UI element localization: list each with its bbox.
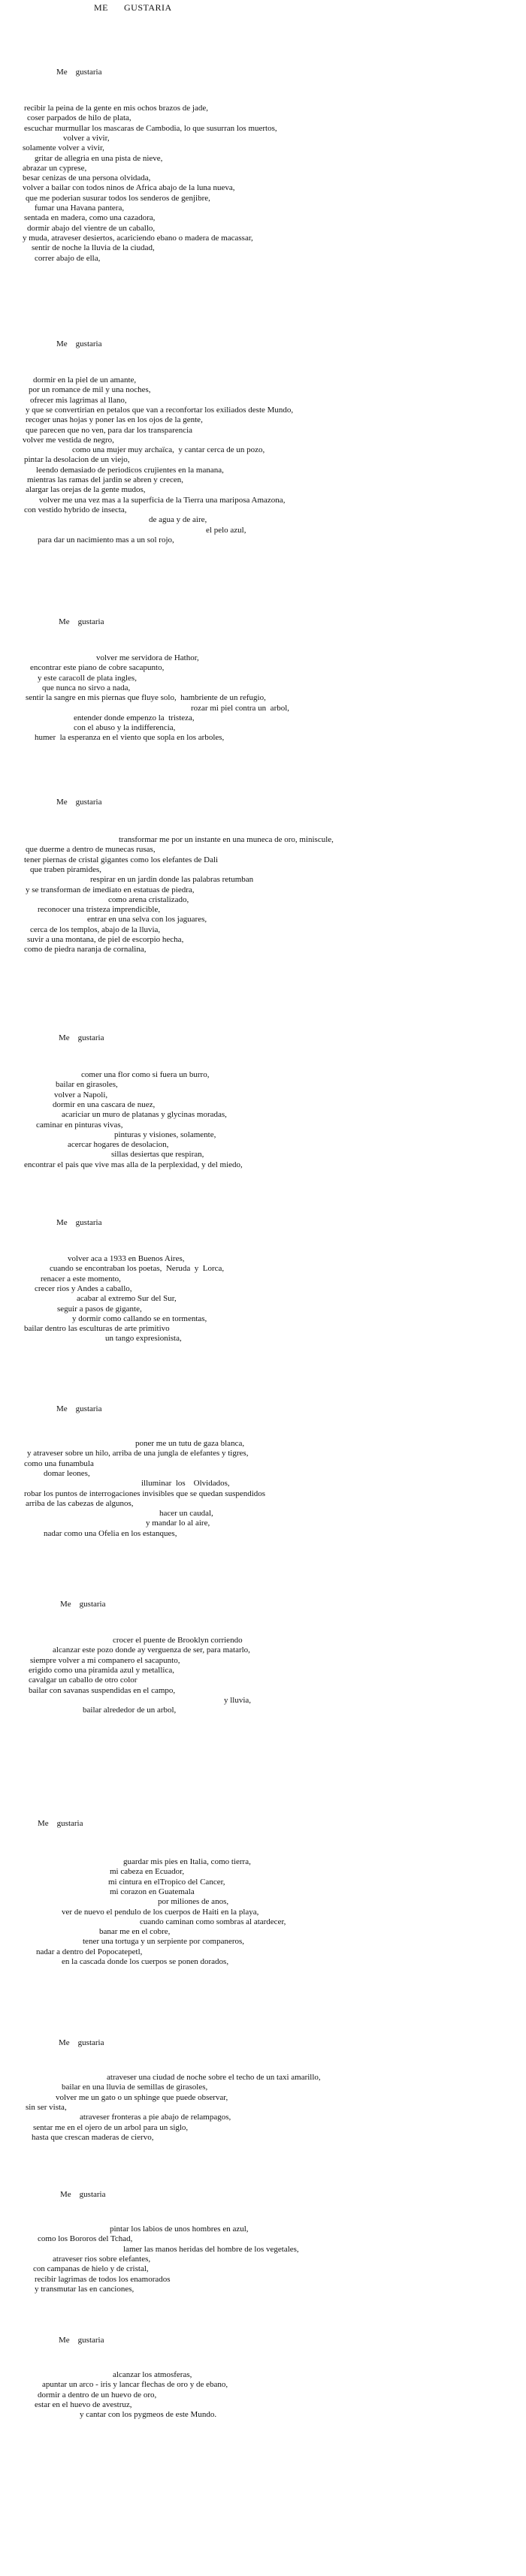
poem-line: tener piernas de cristal gigantes como los elefantes de Dali xyxy=(24,855,219,864)
poem-line: encontrar el pais que vive mas alla de la perplexidad, y del miedo, xyxy=(24,1160,243,1169)
poem-line: volver me vestida de negro, xyxy=(23,436,114,445)
poem-line: y dormir como callando se en tormentas, xyxy=(72,1314,207,1323)
poem-line: volver a vivir, xyxy=(63,134,110,143)
poem-line: alargar las orejas de la gente mudos, xyxy=(26,485,146,494)
poem-line: y mandar lo al aire, xyxy=(146,1519,210,1528)
poem-line: arriba de las cabezas de algunos, xyxy=(26,1499,134,1508)
poem-line: robar los puntos de interrogaciones invisibles que se quedan suspendidos xyxy=(24,1489,266,1498)
poem-line: apuntar un arco - iris y lancar flechas de oro y de ebano, xyxy=(42,2380,228,2389)
poem-line: cuando caminan como sombras al atardecer, xyxy=(140,1917,286,1926)
poem-line: dormir a dentro de un huevo de oro, xyxy=(38,2390,157,2400)
poem-line: recoger unas hojas y poner las en los ojos de la gente, xyxy=(26,415,203,424)
poem-line: lamer las manos heridas del hombre de los vegetales, xyxy=(123,2245,299,2254)
poem-line: cuando se encontraban los poetas, Neruda y Lorca, xyxy=(50,1264,225,1273)
stanza-heading: Me gustaria xyxy=(56,1218,102,1227)
poem-line: como una funambula xyxy=(24,1459,94,1468)
poem-line: y atraveser sobre un hilo, arriba de una jungla de elefantes y tigres, xyxy=(27,1449,249,1458)
poem-line: pintar los labios de unos hombres en azul, xyxy=(110,2225,249,2234)
poem-line: nadar como una Ofelia en los estanques, xyxy=(44,1529,177,1538)
poem-line: estar en el huevo de avestruz, xyxy=(35,2400,132,2409)
poem-line: banar me en el cobre, xyxy=(99,1927,171,1936)
poem-line: bailar en girasoles, xyxy=(56,1080,118,1089)
poem-line: renacer a este momento, xyxy=(41,1274,121,1283)
poem-line: ofrecer mis lagrimas al llano, xyxy=(30,396,127,405)
poem-line: acercar hogares de desolacion, xyxy=(68,1140,169,1149)
poem-line: de agua y de aire, xyxy=(149,515,207,524)
poem-line: reconocer una tristeza imprendicible, xyxy=(38,905,161,914)
poem-line: encontrar este piano de cobre sacapunto, xyxy=(30,663,165,672)
poem-line: erigido como una piramida azul y metallica, xyxy=(29,1666,174,1675)
poem-line: recibir la peina de la gente en mis ochos brazos de jade, xyxy=(24,104,208,113)
poem-line: volver me un gato o un sphinge que puede observar, xyxy=(56,2093,228,2102)
poem-line: bailar dentro las esculturas de arte primitivo xyxy=(24,1324,170,1333)
poem-line: como una mujer muy archaïca, y cantar cerca de un pozo, xyxy=(72,445,265,454)
poem-line: humer la esperanza en el viento que sopla en los arboles, xyxy=(35,733,225,742)
poem-line: sentar me en el ojero de un arbol para un siglo, xyxy=(33,2123,189,2132)
poem-line: crocer el puente de Brooklyn corriendo xyxy=(113,1636,243,1645)
poem-line: nadar a dentro del Popocatepetl, xyxy=(36,1947,143,1956)
poem-line: alcanzar este pozo donde ay verguenza de ser, para matarlo, xyxy=(53,1645,250,1654)
poem-line: abrazar un cyprese, xyxy=(23,164,87,173)
poem-line: en la cascada donde los cuerpos se ponen dorados, xyxy=(62,1957,229,1966)
stanza-heading: Me gustaria xyxy=(56,68,102,77)
poem-line: para dar un nacimiento mas a un sol rojo, xyxy=(38,535,174,544)
stanza-heading: Me gustaria xyxy=(56,339,102,348)
poem-line: sin ser vista, xyxy=(26,2103,67,2112)
poem-line: mi cintura en elTropico del Cancer, xyxy=(108,1878,225,1887)
poem-line: y este caracoll de plata ingles, xyxy=(38,674,137,683)
poem-line: por un romance de mil y una noches, xyxy=(29,385,151,394)
poem-line: hacer un caudal, xyxy=(159,1509,213,1518)
poem-line: besar cenizas de una persona olvidada, xyxy=(23,173,151,182)
poem-line: cerca de los templos, abajo de la lluvia, xyxy=(30,925,161,934)
poem-line: suvir a una montana, de piel de escorpio hecha, xyxy=(27,935,184,944)
poem-line: el pelo azul, xyxy=(206,526,246,535)
poem-line: transformar me por un instante en una muneca de oro, miniscule, xyxy=(119,835,334,844)
poem-line: caminar en pinturas vivas, xyxy=(36,1121,123,1130)
poem-line: acabar al extremo Sur del Sur, xyxy=(77,1294,177,1303)
poem-line: seguir a pasos de gigante, xyxy=(57,1305,142,1314)
poem-line: volver me servidora de Hathor, xyxy=(96,653,199,662)
poem-line: y lluvia, xyxy=(224,1696,252,1705)
poem-line: sentir la sangre en mis piernas que fluye solo, hambriente de un refugio, xyxy=(26,693,266,702)
poem-line: alcanzar los atmosferas, xyxy=(113,2370,192,2379)
poem-line: recibir lagrimas de todos los enamorados xyxy=(35,2275,171,2284)
poem-line: mientras las ramas del jardin se abren y crecen, xyxy=(27,475,183,484)
poem-line: fumar una Havana pantera, xyxy=(35,204,125,213)
poem-line: volver a Napoli, xyxy=(54,1090,108,1099)
poem-line: illuminar los Olvidados, xyxy=(141,1479,230,1488)
stanza-heading: Me gustaria xyxy=(56,1404,102,1413)
poem-line: atraveser rios sobre elefantes, xyxy=(53,2255,151,2264)
poem-line: que parecen que no ven, para dar los transparencia xyxy=(26,426,193,435)
poem-line: volver a bailar con todos ninos de Africa abajo de la luna nueva, xyxy=(23,183,235,192)
poem-line: mi cabeza en Ecuador, xyxy=(110,1867,185,1876)
poem-line: comer una flor como si fuera un burro, xyxy=(81,1070,210,1079)
stanza-heading: Me gustaria xyxy=(59,2038,104,2047)
poem-title: ME GUSTARIA xyxy=(94,2,172,13)
poem-line: hasta que crescan maderas de ciervo, xyxy=(32,2133,154,2142)
poem-line: tener una tortuga y un serpiente por companeros, xyxy=(83,1937,245,1946)
poem-line: poner me un tutu de gaza blanca, xyxy=(135,1439,245,1448)
poem-line: escuchar murmullar los mascaras de Cambodia, lo que susurran los muertos, xyxy=(24,124,277,133)
poem-line: acariciar un muro de platanas y glycinas moradas, xyxy=(62,1110,227,1119)
poem-line: sentir de noche la lluvia de la ciudad, xyxy=(32,243,155,252)
poem-line: coser parpados de hilo de plata, xyxy=(27,113,132,122)
poem-line: volver aca a 1933 en Buenos Aires, xyxy=(68,1254,185,1263)
stanza-heading: Me gustaria xyxy=(59,2336,104,2345)
poem-line: dormir en una cascara de nuez, xyxy=(53,1100,156,1109)
stanza-heading: Me gustaria xyxy=(59,617,104,626)
poem-line: atraveser una ciudad de noche sobre el techo de un taxi amarillo, xyxy=(107,2073,321,2082)
poem-line: rozar mi piel contra un arbol, xyxy=(191,704,290,713)
poem-line: siempre volver a mi companero el sacapunto, xyxy=(30,1656,180,1665)
stanza-heading: Me gustaria xyxy=(56,798,102,807)
stanza-heading: Me gustaria xyxy=(60,1600,106,1609)
poem-line: pinturas y visiones, solamente, xyxy=(114,1130,216,1139)
poem-line: bailar con savanas suspendidas en el campo, xyxy=(29,1686,176,1695)
poem-line: como los Bororos del Tchad, xyxy=(38,2234,133,2243)
poem-line: por miliones de anos, xyxy=(158,1897,229,1906)
poem-line: con el abuso y la indifferencia, xyxy=(74,723,176,732)
poem-line: que duerme a dentro de munecas rusas, xyxy=(26,845,156,854)
poem-line: dormir abajo del vientre de un caballo, xyxy=(27,224,156,233)
poem-line: que traben piramides, xyxy=(30,865,101,874)
poem-line: mi corazon en Guatemala xyxy=(110,1887,195,1896)
poem-line: y cantar con los pygmeos de este Mundo. xyxy=(80,2410,217,2419)
poem-line: con vestido hybrido de insecta, xyxy=(24,505,127,514)
poem-line: correr abajo de ella, xyxy=(35,254,101,263)
poem-line: entender donde empenzo la tristeza, xyxy=(74,713,195,722)
poem-line: gritar de allegria en una pista de nieve, xyxy=(35,154,163,163)
poem-line: con campanas de hielo y de cristal, xyxy=(33,2264,149,2273)
poem-line: sentada en madera, como una cazadora, xyxy=(24,213,156,222)
poem-line: ver de nuevo el pendulo de los cuerpos de Haiti en la playa, xyxy=(62,1908,259,1917)
poem-line: y se transforman de imediato en estatuas de piedra, xyxy=(26,885,195,894)
poem-line: bailar alrededor de un arbol, xyxy=(83,1706,177,1715)
stanza-heading: Me gustaria xyxy=(60,2190,106,2199)
poem-line: crecer rios y Andes a caballo, xyxy=(35,1284,132,1293)
poem-line: y muda, atraveser desiertos, acariciendo ebano o madera de macassar, xyxy=(23,234,253,243)
poem-line: respirar en un jardin donde las palabras retumban xyxy=(90,875,254,884)
poem-line: que me poderian susurar todos los senderos de genjibre, xyxy=(26,194,210,203)
poem-line: guardar mis pies en Italia, como tierra, xyxy=(123,1857,251,1866)
poem-line: como arena cristalizado, xyxy=(108,895,189,904)
poem-line: y que se convertirian en petalos que van a reconfortar los exiliados deste Mundo, xyxy=(26,406,294,415)
stanza-heading: Me gustaria xyxy=(59,1033,104,1042)
poem-line: que nunca no sirvo a nada, xyxy=(42,683,131,692)
stanza-heading: Me gustaria xyxy=(38,1819,83,1828)
poem-line: domar leones, xyxy=(44,1469,90,1478)
poem-line: volver me una vez mas a la superficia de la Tierra una mariposa Amazona, xyxy=(39,496,286,505)
poem-line: bailar en una lluvia de semillas de girasoles, xyxy=(62,2083,208,2092)
poem-line: sillas desiertas que respiran, xyxy=(111,1150,204,1159)
poem-line: cavalgar un caballo de otro color xyxy=(29,1676,138,1685)
poem-line: leendo demasiado de periodicos crujientes en la manana, xyxy=(36,466,224,475)
poem-line: entrar en una selva con los jaguares, xyxy=(87,915,207,924)
poem-line: dormir en la piel de un amante, xyxy=(33,376,137,385)
poem-line: pintar la desolacion de un viejo, xyxy=(24,455,130,464)
poem-line: atraveser fronteras a pie abajo de relampagos, xyxy=(80,2113,231,2122)
poem-line: como de piedra naranja de cornalina, xyxy=(24,945,147,954)
poem-line: un tango expresionista, xyxy=(105,1334,182,1343)
poem-line: solamente volver a vivir, xyxy=(23,143,104,152)
poem-line: y transmutar las en canciones, xyxy=(35,2285,135,2294)
